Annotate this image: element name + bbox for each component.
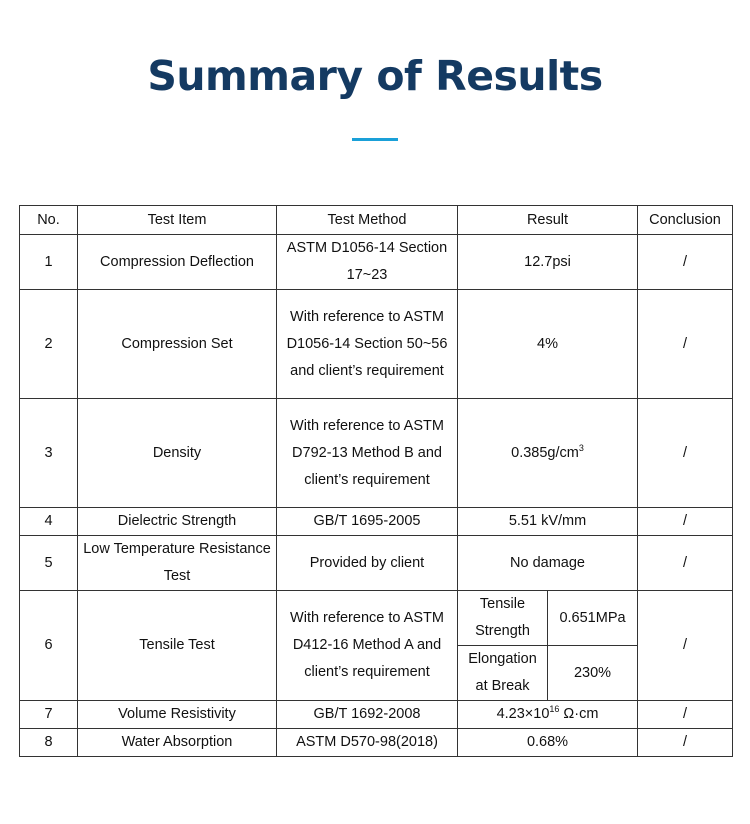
result-superscript: 3 xyxy=(578,442,584,453)
header-result: Result xyxy=(458,206,638,235)
header-test-item: Test Item xyxy=(78,206,277,235)
cell-test-method: Provided by client xyxy=(277,536,458,591)
table-row xyxy=(20,508,733,536)
cell-no: 1 xyxy=(20,235,78,290)
cell-result: 0.68% xyxy=(458,729,638,757)
cell-test-item: Dielectric Strength xyxy=(78,508,277,536)
cell-result: 5.51 kV/mm xyxy=(458,508,638,536)
page-title: Summary of Results xyxy=(147,52,603,100)
cell-sub-result-value: 230% xyxy=(548,646,638,701)
header-test-method: Test Method xyxy=(277,206,458,235)
cell-conclusion: / xyxy=(638,508,733,536)
cell-result: 4% xyxy=(458,290,638,399)
result-value: 0.385g/cm xyxy=(511,444,579,461)
cell-no: 8 xyxy=(20,729,78,757)
table-row xyxy=(20,399,733,508)
cell-test-item: Compression Deflection xyxy=(78,235,277,290)
table-row xyxy=(20,591,733,646)
cell-no: 2 xyxy=(20,290,78,399)
cell-test-item: Compression Set xyxy=(78,290,277,399)
cell-test-item: Volume Resistivity xyxy=(78,701,277,729)
cell-no: 6 xyxy=(20,591,78,701)
cell-no: 3 xyxy=(20,399,78,508)
cell-test-item: Tensile Test xyxy=(78,591,277,701)
table-row xyxy=(20,235,733,290)
cell-test-method: With reference to ASTM D792-13 Method B and client’s requirement xyxy=(277,399,458,508)
results-table xyxy=(19,205,733,757)
table-row xyxy=(20,536,733,591)
cell-no: 7 xyxy=(20,701,78,729)
result-value: 4.23×10 xyxy=(496,706,550,722)
cell-test-item: Water Absorption xyxy=(78,729,277,757)
cell-result: 12.7psi xyxy=(458,235,638,290)
cell-test-method: With reference to ASTM D412-16 Method A and client’s requirement xyxy=(277,591,458,701)
cell-test-method: GB/T 1695-2005 xyxy=(277,508,458,536)
table-row xyxy=(20,290,733,399)
cell-test-item: Density xyxy=(78,399,277,508)
cell-conclusion: / xyxy=(638,536,733,591)
cell-sub-result-value: 0.651MPa xyxy=(548,591,638,646)
cell-result xyxy=(458,399,638,508)
cell-conclusion: / xyxy=(638,399,733,508)
cell-test-item: Low Temperature Resistance Test xyxy=(78,536,277,591)
table-row xyxy=(20,729,733,757)
cell-test-method: With reference to ASTM D1056-14 Section 50~56 and client’s requirement xyxy=(277,290,458,399)
cell-sub-result-label: Elongation at Break xyxy=(458,646,548,701)
cell-conclusion: / xyxy=(638,591,733,701)
cell-conclusion: / xyxy=(638,290,733,399)
cell-result xyxy=(458,701,638,729)
title-divider xyxy=(352,138,398,141)
table-row xyxy=(20,701,733,729)
cell-no: 5 xyxy=(20,536,78,591)
result-superscript: 16 xyxy=(549,704,560,715)
cell-test-method: GB/T 1692-2008 xyxy=(277,701,458,729)
cell-conclusion: / xyxy=(638,701,733,729)
cell-conclusion: / xyxy=(638,235,733,290)
header-conclusion: Conclusion xyxy=(638,206,733,235)
cell-sub-result-label: Tensile Strength xyxy=(458,591,548,646)
header-no: No. xyxy=(20,206,78,235)
result-unit: Ω·cm xyxy=(559,706,599,722)
cell-test-method: ASTM D1056-14 Section 17~23 xyxy=(277,235,458,290)
cell-conclusion: / xyxy=(638,729,733,757)
table-header-row xyxy=(20,206,733,235)
cell-test-method: ASTM D570-98(2018) xyxy=(277,729,458,757)
cell-result: No damage xyxy=(458,536,638,591)
cell-no: 4 xyxy=(20,508,78,536)
